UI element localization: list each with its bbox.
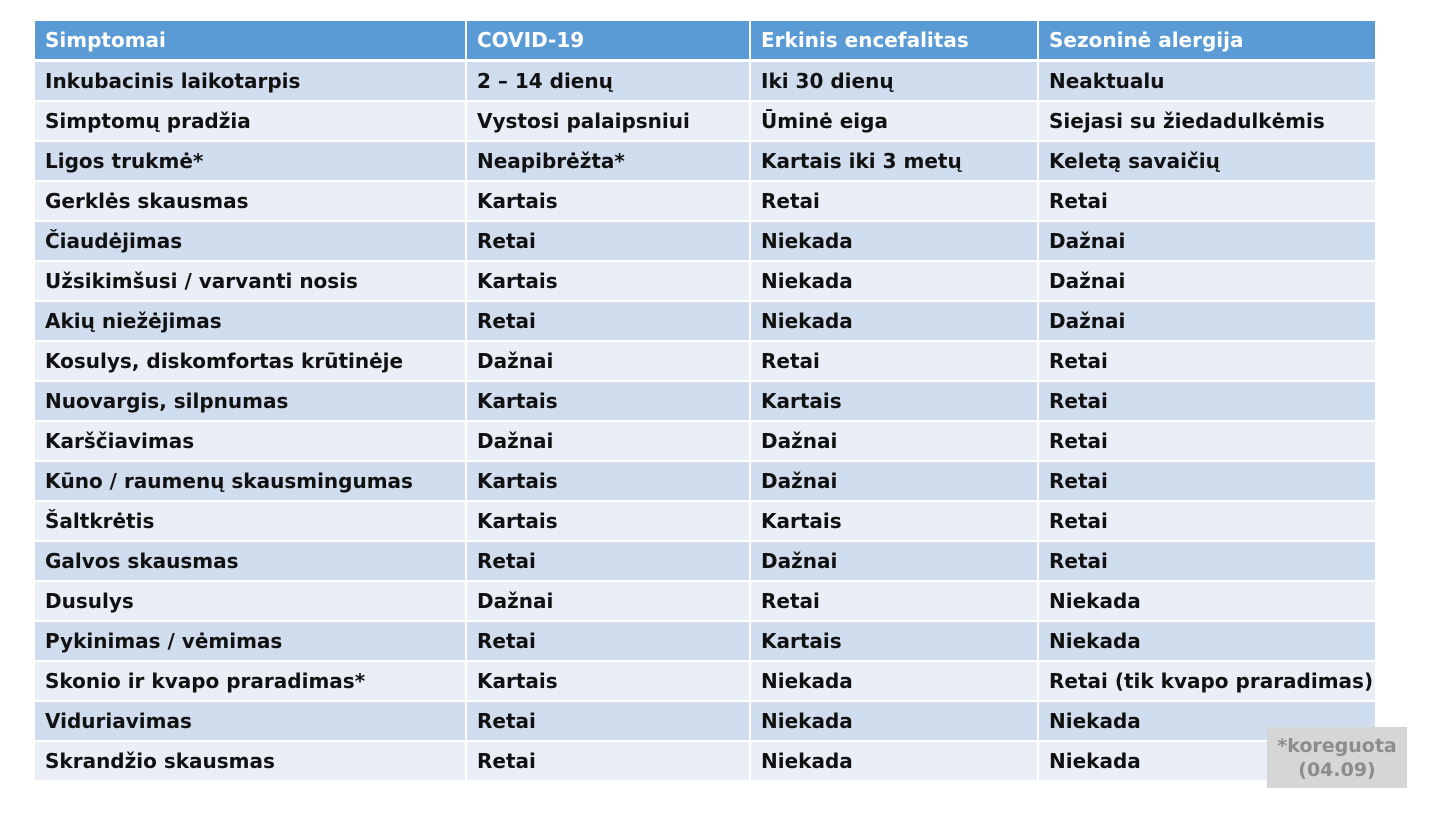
allergy-cell: Siejasi su žiedadulkėmis: [1038, 101, 1375, 141]
table-header-row: [35, 21, 1375, 61]
encephalitis-cell: Kartais: [750, 621, 1038, 661]
header-covid19: COVID-19: [466, 21, 750, 61]
table-row: [35, 181, 1375, 221]
covid19-cell: Kartais: [466, 501, 750, 541]
symptom-cell: Kosulys, diskomfortas krūtinėje: [35, 341, 466, 381]
table-row: [35, 101, 1375, 141]
encephalitis-cell: Niekada: [750, 701, 1038, 741]
symptom-cell: Inkubacinis laikotarpis: [35, 61, 466, 102]
header-symptoms: Simptomai: [35, 21, 466, 61]
encephalitis-cell: Retai: [750, 581, 1038, 621]
symptom-cell: Viduriavimas: [35, 701, 466, 741]
encephalitis-cell: Retai: [750, 181, 1038, 221]
covid19-cell: Dažnai: [466, 581, 750, 621]
table-row: [35, 141, 1375, 181]
table-row: [35, 421, 1375, 461]
encephalitis-cell: Dažnai: [750, 421, 1038, 461]
allergy-cell: Retai: [1038, 381, 1375, 421]
table-row: [35, 621, 1375, 661]
encephalitis-cell: Niekada: [750, 261, 1038, 301]
table-row: [35, 741, 1375, 781]
encephalitis-cell: Niekada: [750, 661, 1038, 701]
symptom-cell: Gerklės skausmas: [35, 181, 466, 221]
allergy-cell: Neaktualu: [1038, 61, 1375, 102]
table-row: [35, 381, 1375, 421]
header-seasonal-allergy: Sezoninė alergija: [1038, 21, 1375, 61]
symptom-cell: Skonio ir kvapo praradimas*: [35, 661, 466, 701]
symptom-cell: Ligos trukmė*: [35, 141, 466, 181]
allergy-cell: Retai: [1038, 421, 1375, 461]
covid19-cell: Dažnai: [466, 341, 750, 381]
allergy-cell: Niekada: [1038, 621, 1375, 661]
table-row: [35, 301, 1375, 341]
covid19-cell: Retai: [466, 741, 750, 781]
symptom-cell: Akių niežėjimas: [35, 301, 466, 341]
covid19-cell: Retai: [466, 301, 750, 341]
table-row: [35, 461, 1375, 501]
encephalitis-cell: Niekada: [750, 221, 1038, 261]
allergy-cell: Niekada: [1038, 741, 1375, 781]
allergy-cell: Dažnai: [1038, 221, 1375, 261]
symptom-cell: Karščiavimas: [35, 421, 466, 461]
table-row: [35, 661, 1375, 701]
covid19-cell: Kartais: [466, 181, 750, 221]
covid19-cell: 2 – 14 dienų: [466, 61, 750, 102]
symptom-cell: Nuovargis, silpnumas: [35, 381, 466, 421]
allergy-cell: Retai: [1038, 501, 1375, 541]
covid19-cell: Vystosi palaipsniui: [466, 101, 750, 141]
symptom-cell: Dusulys: [35, 581, 466, 621]
correction-note-date: (04.09): [1298, 758, 1376, 781]
correction-note: [1267, 727, 1407, 788]
table-row: [35, 61, 1375, 102]
encephalitis-cell: Kartais iki 3 metų: [750, 141, 1038, 181]
covid19-cell: Kartais: [466, 461, 750, 501]
symptom-cell: Užsikimšusi / varvanti nosis: [35, 261, 466, 301]
table-row: [35, 501, 1375, 541]
encephalitis-cell: Retai: [750, 341, 1038, 381]
table-row: [35, 261, 1375, 301]
symptom-cell: Čiaudėjimas: [35, 221, 466, 261]
encephalitis-cell: Kartais: [750, 501, 1038, 541]
covid19-cell: Neapibrėžta*: [466, 141, 750, 181]
symptom-cell: Simptomų pradžia: [35, 101, 466, 141]
encephalitis-cell: Dažnai: [750, 461, 1038, 501]
allergy-cell: Retai: [1038, 541, 1375, 581]
covid19-cell: Retai: [466, 541, 750, 581]
encephalitis-cell: Ūminė eiga: [750, 101, 1038, 141]
covid19-cell: Dažnai: [466, 421, 750, 461]
encephalitis-cell: Kartais: [750, 381, 1038, 421]
allergy-cell: Retai: [1038, 341, 1375, 381]
correction-note-label: *koreguota: [1277, 734, 1397, 757]
encephalitis-cell: Niekada: [750, 741, 1038, 781]
covid19-cell: Kartais: [466, 661, 750, 701]
encephalitis-cell: Iki 30 dienų: [750, 61, 1038, 102]
covid19-cell: Kartais: [466, 381, 750, 421]
allergy-cell: Retai: [1038, 181, 1375, 221]
symptom-cell: Šaltkrėtis: [35, 501, 466, 541]
table-row: [35, 581, 1375, 621]
covid19-cell: Retai: [466, 221, 750, 261]
covid19-cell: Retai: [466, 701, 750, 741]
allergy-cell: Niekada: [1038, 701, 1375, 741]
symptom-cell: Skrandžio skausmas: [35, 741, 466, 781]
covid19-cell: Kartais: [466, 261, 750, 301]
allergy-cell: Dažnai: [1038, 301, 1375, 341]
allergy-cell: Dažnai: [1038, 261, 1375, 301]
table-body: [35, 61, 1375, 782]
table-row: [35, 541, 1375, 581]
symptom-cell: Pykinimas / vėmimas: [35, 621, 466, 661]
allergy-cell: Retai: [1038, 461, 1375, 501]
symptom-comparison-table: [35, 21, 1375, 782]
allergy-cell: Niekada: [1038, 581, 1375, 621]
symptom-cell: Kūno / raumenų skausmingumas: [35, 461, 466, 501]
table-row: [35, 221, 1375, 261]
table-row: [35, 341, 1375, 381]
table-row: [35, 701, 1375, 741]
encephalitis-cell: Niekada: [750, 301, 1038, 341]
allergy-cell: Keletą savaičių: [1038, 141, 1375, 181]
allergy-cell: Retai (tik kvapo praradimas): [1038, 661, 1375, 701]
encephalitis-cell: Dažnai: [750, 541, 1038, 581]
covid19-cell: Retai: [466, 621, 750, 661]
header-tick-encephalitis: Erkinis encefalitas: [750, 21, 1038, 61]
symptom-cell: Galvos skausmas: [35, 541, 466, 581]
